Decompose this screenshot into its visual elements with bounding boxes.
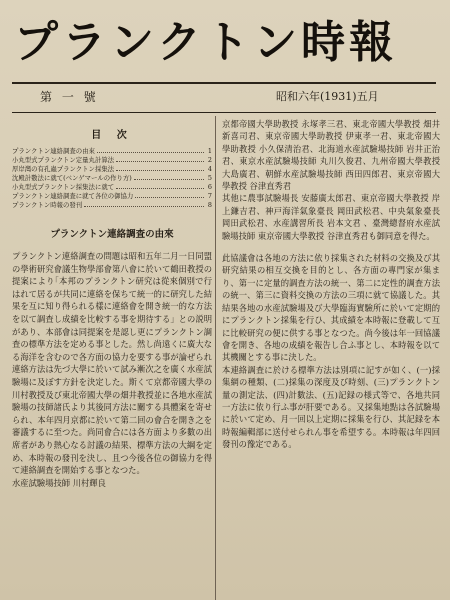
toc-item-title: 厚岸灣の有孔蟲プランクトン採集法 [12, 165, 115, 173]
column-divider [215, 116, 216, 600]
toc-item-title: プランクトン時報の發刊 [12, 201, 83, 209]
toc-leader [134, 179, 204, 180]
article-body-left [12, 250, 212, 489]
article-paragraph: 此協議會は各地の方法に依り採集された材料の交換及び其研究結果の相互交換を目的とし、各方面の專門家が集まり、第一に定量的調査方法の統一、第二に定性的調査方法の統一、第三に資料交換の方法の三項に就て協議した。其結果各地の水産試驗場及び大學臨海實驗所に於いて定期的にプランクトン採集を行ひ、其成績を本時報に登載して互に比較研究の便に供する事となつた。尚今後は年一回協議會を開き、各地の成績を報告し合ふ事とし、本時報を以て其機關とする事に決した。 [222, 253, 440, 363]
toc-item-page: 5 [207, 174, 212, 182]
article-title: プランクトン連絡調査の由來 [50, 229, 174, 240]
toc-item[interactable] [12, 147, 212, 156]
toc-item-page: 7 [207, 192, 212, 200]
table-of-contents [12, 147, 212, 210]
toc-item-title: 沈殿計數法に就て(ベンゲマールの作り方) [12, 174, 132, 182]
issue-date: 昭和六年(1931)五月 [276, 90, 379, 103]
left-column [12, 118, 212, 600]
toc-leader [135, 197, 204, 198]
toc-leader [116, 170, 204, 171]
toc-item-page: 4 [207, 165, 212, 173]
article-paragraph: 京都帝國大學助教授 永塚孝三君、東北帝國大學教授 畑井新喜司君、東京帝國大學助教授 伊東孝一君、東北帝國大學助教授 小久保清治君、北海道水産試驗場技師 岩井正治君、東京水産試驗場技師 丸川久俊君、九州帝國大學教授 大島廣君、朝鮮水産試驗場技師 西田四郎君、東京帝國大學教授 谷津直秀君 [222, 119, 440, 192]
toc-leader [116, 188, 204, 189]
toc-item[interactable] [12, 174, 212, 183]
toc-item[interactable] [12, 183, 212, 192]
toc-item-title: プランクトン連絡調査に就て各位の御協力 [12, 192, 134, 200]
toc-item[interactable] [12, 201, 212, 210]
toc-item[interactable] [12, 165, 212, 174]
article-paragraph: 水産試驗場技師 川村輝良 [12, 477, 106, 488]
issue-number: 第 一 號 [40, 90, 99, 104]
paragraph-gap [222, 242, 440, 252]
toc-item[interactable] [12, 192, 212, 201]
toc-title: 目 次 [91, 130, 133, 141]
article-paragraph: 其他に農事試驗場長 安藤廣太郎君、東京帝國大學教授 岸上鎌吉君、神戸海洋氣象臺長 岡田武松君、中央氣象臺長 岡田武松君、水産講習所長 岩本文君 、臺灣總督府水産試驗場技師 東京帝國大學教授 谷津直秀君も御同意を得た。 [222, 193, 440, 241]
toc-leader [97, 152, 204, 153]
right-column [222, 118, 440, 600]
masthead-rule [12, 82, 436, 84]
toc-item-page: 6 [207, 183, 212, 191]
article-paragraph: プランクトン連絡調査の問題は昭和五年二月一日同盟の學術研究會議生物學部會第八會に於いて鶴田教授の提案により｢本邦のプランクトン研究は從來個別で行はれて居るが共同に連絡を保ちて統一的に研究した結果を互に知り得られる樣に連絡會を開き統一的な方法を以て調査し成績を比較する事を期待する」との説明があり、本部會は同提案を是認し更にプランクトン調査の標準方法を定める事とした。然し尚遠くに廣大なる海洋を含むので各方面の協力を要する事が論ぜられ連絡方法は先づ大學に於いて試み漸次之を廣く水産試驗場に及ぼす方針を決定した。斯くて京都帝國大學の川村教授及び東北帝國大學の畑井教授並に各地水産試驗場の技師諸氏より其後同方法に關する具體案を寄せられ、本年四月京都に於いて第二回の會合を開き之を審議するに至つた。尚同會合には各方面より多數の出席者があり熱心なる討議の結果、標準方法の大綱を定め、本時報の發刊を決し、且つ今後各位の御協力を得て連絡調査を開始する事となつた。 [12, 251, 212, 476]
article-body-right [222, 118, 440, 451]
article-paragraph: 本連絡調査に於ける標準方法は別項に記すが如く、(一)採集網の種類、(二)採集の深度及び時刻、(三)プランクトン量の測定法、(四)計數法、(五)記録の様式等で、各地共同一方法に依り行ふ事が肝要である。又採集地點は各試驗場に於いて定め、月一回以上定期に採集を行ひ、其記録を本時報編輯部に送付せられん事を希望する。本時報は年四回發刊の豫定である。 [222, 364, 440, 450]
toc-item-title: 小丸型式プランクトン採集法に就て [12, 183, 115, 191]
masthead-title: プランクトン時報 [14, 17, 398, 68]
header-rule [12, 112, 436, 113]
toc-item-title: プランクトン連絡調査の由來 [12, 147, 95, 155]
toc-item-page: 2 [207, 156, 212, 164]
toc-item-page: 8 [207, 201, 212, 209]
toc-item[interactable] [12, 156, 212, 165]
toc-item-page: 1 [207, 147, 212, 155]
toc-leader [84, 206, 204, 207]
toc-leader [116, 161, 204, 162]
toc-item-title: 小丸型式プランクトン定量丸計算法 [12, 156, 115, 164]
